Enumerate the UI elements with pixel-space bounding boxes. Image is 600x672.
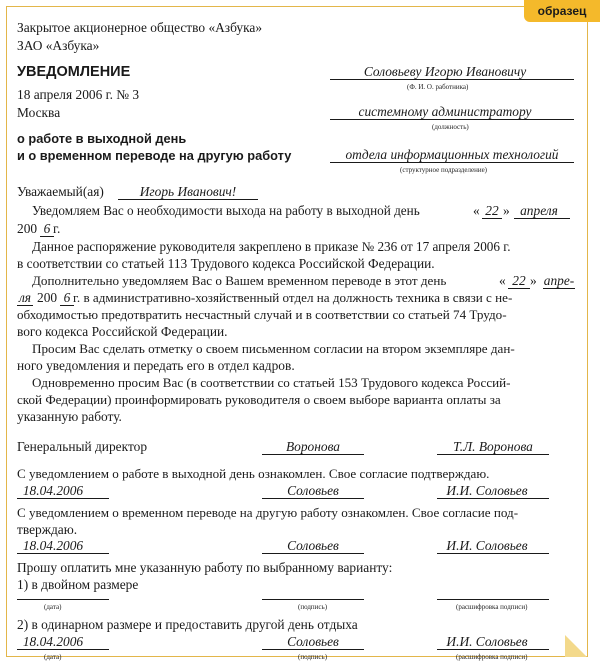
p4-line-2: ного уведомления и передать его в отдел кадров. [17,358,295,373]
p3-month-part-2: ля [18,290,32,305]
p1-day: 22 [485,203,499,218]
addressee-name-caption: (Ф. И. О. работника) [407,83,469,91]
greeting-name: Игорь Иванович! [139,184,237,199]
addressee-name: Соловьеву Игорю Ивановичу [363,64,527,79]
p5-line-3: указанную работу. [17,409,122,424]
p4-line-1: Просим Вас сделать отметку о своем письменном согласии на втором экземпляре дан- [32,341,515,356]
opt1-name-line [437,599,549,600]
p1-month: апреля [520,203,558,218]
ack1-signature: Соловьев [287,483,339,498]
ack1-name: И.И. Соловьев [446,483,528,498]
opt1-name-caption: (расшифровка подписи) [456,603,528,611]
date-number: 18 апреля 2006 г. № 3 [17,87,140,102]
opt1-sign-line [262,599,364,600]
greeting-prefix: Уважаемый(ая) [17,184,104,199]
p3-line-4: вого кодекса Российской Федерации. [17,324,228,339]
page-fold-corner [565,635,587,657]
company-short-name: ЗАО «Азбука» [17,38,100,53]
director-title: Генеральный директор [17,439,148,454]
addressee-department: отдела информационных технологий [345,147,559,162]
opt2-sign-caption: (подпись) [298,653,328,661]
opt2-name-caption: (расшифровка подписи) [456,653,528,661]
opt2-date: 18.04.2006 [22,634,84,649]
ack2-date: 18.04.2006 [22,538,84,553]
p3-line-2-rest: г. в административно-хозяйственный отдел на должность техника в связи с не- [73,290,513,305]
option-1: 1) в двойном размере [17,577,139,592]
p3-quote-close: » [530,273,537,288]
p5-line-1: Одновременно просим Вас (в соответствии со статьей 153 Трудового кодекса Россий- [32,375,511,390]
director-name: Т.Л. Воронова [453,439,533,454]
opt1-date-line [17,599,109,600]
subject-line-2: и о временном переводе на другую работу [17,148,292,163]
opt2-date-caption: (дата) [44,653,62,661]
ack2-line-2: тверждаю. [17,522,78,537]
opt1-date-caption: (дата) [44,603,62,611]
p1-text: Уведомляем Вас о необходимости выхода на работу в выходной день [32,203,420,218]
p1-quote-close: » [503,203,510,218]
p3-day: 22 [512,273,526,288]
ack1-date: 18.04.2006 [22,483,84,498]
document-title: УВЕДОМЛЕНИЕ [17,64,131,80]
p3-month-part-1: апре- [543,273,575,288]
p3-year-prefix: 200 [37,290,58,305]
ack2-line-1: С уведомлением о временном переводе на другую работу ознакомлен. Свое согласие под- [17,505,519,520]
city: Москва [17,105,61,120]
pay-request: Прошу оплатить мне указанную работу по выбранному варианту: [17,560,393,575]
p3-quote-open: « [499,273,506,288]
opt2-signature: Соловьев [287,634,339,649]
p3-line-3: обходимостью предотвратить несчастный случай и в соответствии со статьей 74 Трудо- [17,307,507,322]
addressee-position-caption: (должность) [432,123,469,131]
company-full-name: Закрытое акционерное общество «Азбука» [17,20,263,35]
p3-year-digit: 6 [63,290,71,305]
option-2: 2) в одинарном размере и предоставить другой день отдыха [17,617,358,632]
p2-line-1: Данное распоряжение руководителя закреплено в приказе № 236 от 17 апреля 2006 г. [32,239,511,254]
ack2-signature: Соловьев [287,538,339,553]
addressee-position: системному администратору [358,104,532,119]
p3-text: Дополнительно уведомляем Вас о Вашем временном переводе в этот день [32,273,447,288]
ack2-name: И.И. Соловьев [446,538,528,553]
opt2-name: И.И. Соловьев [446,634,528,649]
ack1-text: С уведомлением о работе в выходной день ознакомлен. Свое согласие подтверждаю. [17,466,490,481]
director-signature: Воронова [285,439,341,454]
p1-quote-open: « [473,203,480,218]
opt1-sign-caption: (подпись) [298,603,328,611]
sample-badge: образец [524,0,600,22]
addressee-department-caption: (структурное подразделение) [400,166,488,174]
p1-year-digit: 6 [43,221,51,236]
p1-year-suffix: г. [53,221,61,236]
p2-line-2: в соответствии со статьей 113 Трудового кодекса Российской Федерации. [17,256,435,271]
p5-line-2: ской Федерации) проинформировать руководителя о своем выборе варианта оплаты за [17,392,501,407]
p1-year-prefix: 200 [17,221,38,236]
subject-line-1: о работе в выходной день [17,131,187,146]
